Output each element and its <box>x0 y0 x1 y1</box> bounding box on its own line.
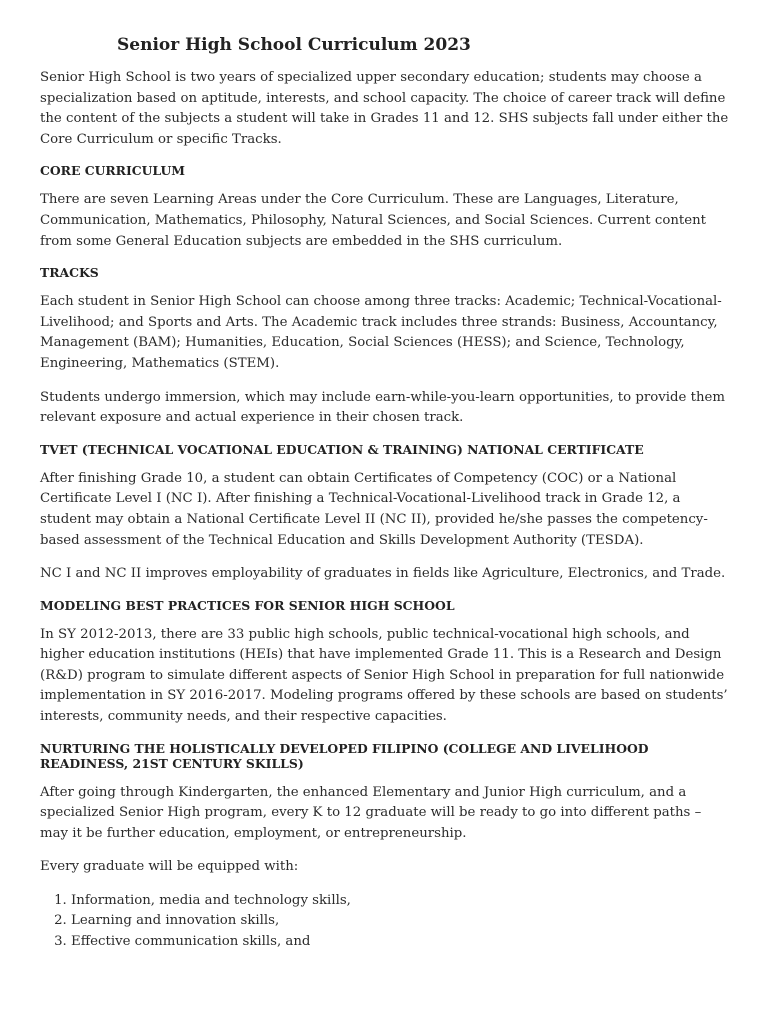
nurturing-paragraph-1: After going through Kindergarten, the enhanced Elementary and Junior High curriculum, and a specialized Senior High program, every K to 12 graduate will be ready to go into different paths – may it be further education, employment, or entrepreneurship. <box>40 784 702 841</box>
skills-list <box>40 891 730 952</box>
list-item: 1. Information, media and technology skills, <box>71 891 730 911</box>
tracks-heading: TRACKS <box>40 265 99 281</box>
tvet-paragraph-1: After finishing Grade 10, a student can obtain Certificates of Competency (COC) or a National Certificate Level I (NC I). After finishing a Technical-Vocational-Livelihood track in Grade 12, a student may obtain a National Certificate Level II (NC II), provided he/she passes the competency-based assessment of the Technical Education and Skills Development Authority (TESDA). <box>40 470 708 548</box>
core-curriculum-heading: CORE CURRICULUM <box>40 163 185 179</box>
tvet-heading: TVET (TECHNICAL VOCATIONAL EDUCATION & TRAINING) NATIONAL CERTIFICATE <box>40 441 644 457</box>
page-title: Senior High School Curriculum 2023 <box>117 35 471 55</box>
tracks-paragraph-2: Students undergo immersion, which may include earn-while-you-learn opportunities, to provide them relevant exposure and actual experience in their chosen track. <box>40 389 726 426</box>
list-item: 2. Learning and innovation skills, <box>71 911 730 931</box>
tvet-paragraph-2: NC I and NC II improves employability of graduates in fields like Agriculture, Electronics, and Trade. <box>40 566 726 582</box>
modeling-heading: MODELING BEST PRACTICES FOR SENIOR HIGH SCHOOL <box>40 597 455 613</box>
nurturing-paragraph-2: Every graduate will be equipped with: <box>40 859 299 875</box>
nurturing-heading: NURTURING THE HOLISTICALLY DEVELOPED FILIPINO (COLLEGE AND LIVELIHOOD READINESS, 21ST CENTURY SKILLS) <box>40 740 649 771</box>
modeling-paragraph: In SY 2012-2013, there are 33 public high schools, public technical-vocational high schools, and higher education institutions (HEIs) that have implemented Grade 11. This is a Research and Design (R&D) program to simulate different aspects of Senior High School in preparation for full nationwide implementation in SY 2016-2017. Modeling programs offered by these schools are based on students’ interests, community needs, and their respective capacities. <box>40 626 728 725</box>
core-curriculum-paragraph: There are seven Learning Areas under the Core Curriculum. These are Languages, Literature, Communication, Mathematics, Philosophy, Natural Sciences, and Social Sciences. Current content from some General Education subjects are embedded in the SHS curriculum. <box>40 192 707 249</box>
list-item: 3. Effective communication skills, and <box>71 932 730 952</box>
intro-paragraph: Senior High School is two years of specialized upper secondary education; students may choose a specialization based on aptitude, interests, and school capacity. The choice of career track will define the content of the subjects a student will take in Grades 11 and 12. SHS subjects fall under either the Core Curriculum or specific Tracks. <box>40 70 729 147</box>
tracks-paragraph-1: Each student in Senior High School can choose among three tracks: Academic; Technical-Vocational-Livelihood; and Sports and Arts. The Academic track includes three strands: Business, Accountancy, Management (BAM); Humanities, Education, Social Sciences (HESS); and Science, Technology, Engineering, Mathematics (STEM). <box>40 294 722 371</box>
